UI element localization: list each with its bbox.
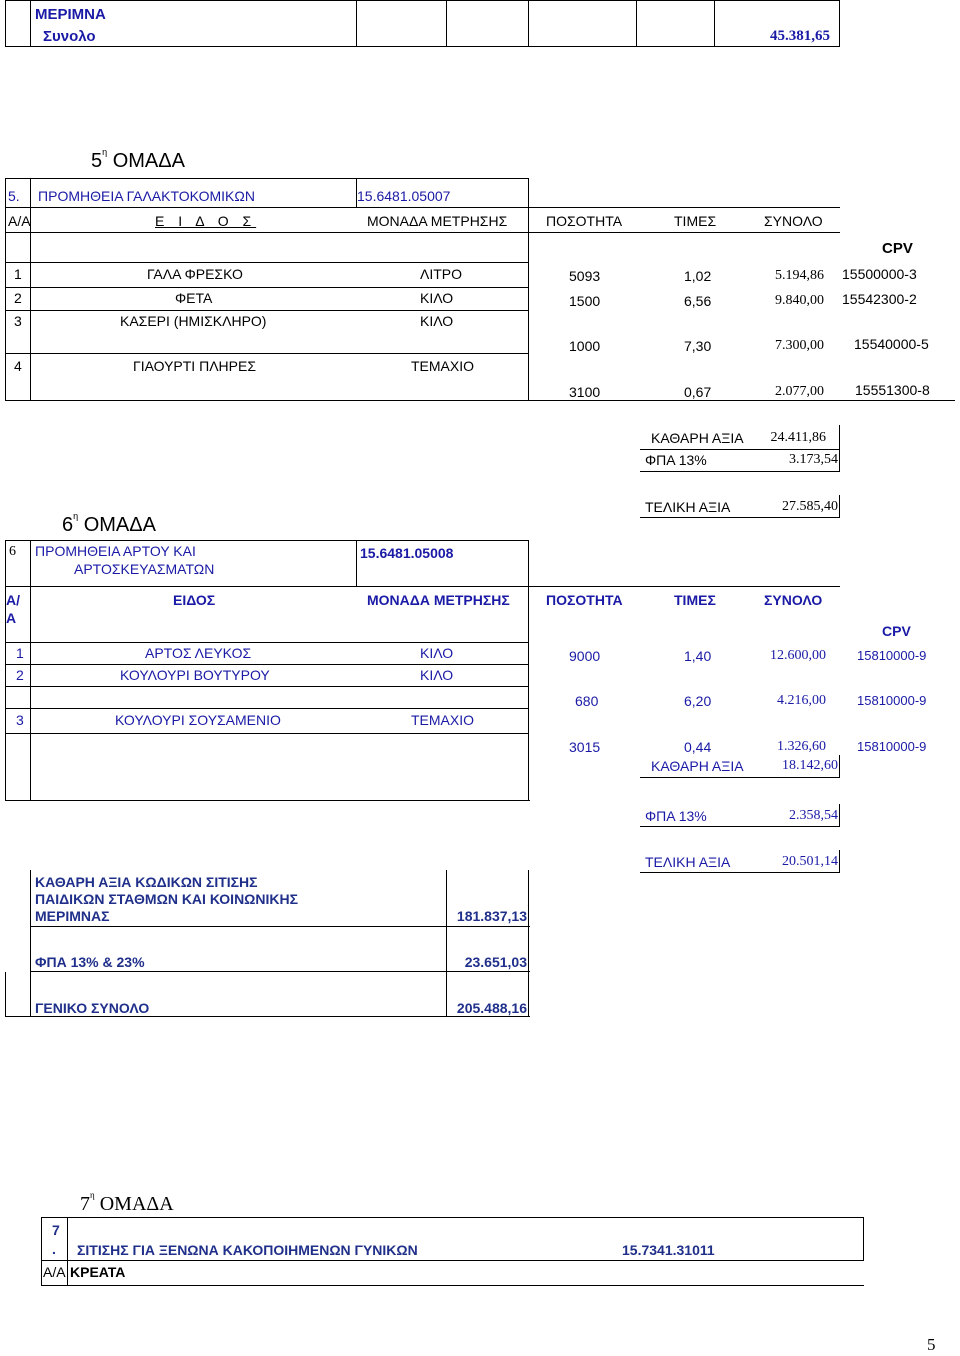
group7-line-code: 15.7341.31011 [622, 1242, 715, 1258]
table-row-aa: 3 [14, 313, 22, 329]
summary-grand-label: ΓΕΝΙΚΟ ΣΥΝΟΛΟ [35, 1000, 150, 1016]
table-row-total: 2.077,00 [775, 384, 824, 399]
g5-header-aa: Α/Α [8, 213, 31, 229]
table-row-cpv: 15810000-9 [857, 739, 927, 754]
summary-net-line-2: ΠΑΙΔΙΚΩΝ ΣΤΑΘΜΩΝ ΚΑΙ ΚΟΙΝΩΝΙΚΗΣ [35, 891, 299, 907]
table-row-item: ΓΙΑΟΥΡΤΙ ΠΛΗΡΕΣ [133, 358, 256, 374]
table-row-qty: 1000 [569, 338, 601, 354]
group6-line-desc-1: ΠΡΟΜΗΘΕΙΑ ΑΡΤΟΥ ΚΑΙ [35, 543, 196, 559]
g6-vat-label: ΦΠΑ 13% [645, 808, 707, 824]
g5-header-cpv: CPV [882, 240, 913, 257]
table-row-item: ΚΟΥΛΟΥΡΙ ΒΟΥΤΥΡΟΥ [120, 667, 270, 683]
table-row-price: 0,67 [684, 384, 712, 400]
g5-net-value: 24.411,86 [770, 430, 826, 445]
table-row-total: 12.600,00 [770, 648, 826, 663]
table-row-price: 6,20 [684, 693, 712, 709]
table-row-cpv: 15500000-3 [842, 266, 917, 282]
g6-header-item: ΕΙΔΟΣ [173, 592, 216, 608]
summary-net-line-3: ΜΕΡΙΜΝΑΣ [35, 908, 110, 924]
g5-net-label: ΚΑΘΑΡΗ ΑΞΙΑ [651, 430, 744, 446]
table-row-price: 7,30 [684, 338, 712, 354]
summary-vat-value: 23.651,03 [464, 954, 527, 970]
g6-header-cpv: CPV [882, 623, 911, 639]
top-total-value: 45.381,65 [770, 28, 830, 44]
page-number: 5 [927, 1335, 936, 1354]
table-row-aa: 2 [16, 667, 24, 683]
table-row-cpv: 15810000-9 [857, 648, 927, 663]
table-row-unit: ΚΙΛΟ [420, 667, 454, 683]
table-row-qty: 680 [575, 693, 599, 709]
g6-final-label: ΤΕΛΙΚΗ ΑΞΙΑ [645, 854, 731, 870]
g6-net-value: 18.142,60 [782, 758, 838, 773]
group7-line-desc: ΣΙΤΙΣΗΣ ΓΙΑ ΞΕΝΩΝΑ ΚΑΚΟΠΟΙΗΜΕΝΩΝ ΓΥΝΙΚΩΝ [77, 1242, 418, 1258]
table-row-cpv: 15810000-9 [857, 693, 927, 708]
table-row-item: ΚΟΥΛΟΥΡΙ ΣΟΥΣΑΜΕΝΙΟ [115, 712, 281, 728]
table-row-unit: ΤΕΜΑΧΙΟ [411, 712, 475, 728]
table-row-unit: ΚΙΛΟ [420, 290, 454, 306]
table-row-total: 9.840,00 [775, 293, 824, 308]
table-row-cpv: 15542300-2 [842, 291, 917, 307]
table-row-item: ΦΕΤΑ [175, 290, 213, 306]
group5-line-num: 5. [8, 188, 20, 204]
g6-vat-value: 2.358,54 [789, 808, 838, 823]
g6-header-price: ΤΙΜΕΣ [674, 592, 716, 608]
table-row-unit: ΤΕΜΑΧΙΟ [411, 358, 475, 374]
g6-header-aa-1: Α/ [6, 592, 20, 608]
group7-category: ΚΡΕΑΤΑ [70, 1264, 126, 1280]
table-row-price: 1,02 [684, 268, 712, 284]
g5-header-item: Ε Ι Δ Ο Σ [155, 213, 257, 229]
table-row-cpv: 15540000-5 [854, 336, 929, 352]
table-row-total: 7.300,00 [775, 338, 824, 353]
g6-final-value: 20.501,14 [782, 854, 838, 869]
table-row-cpv: 15551300-8 [855, 382, 930, 398]
table-row-qty: 1500 [569, 293, 601, 309]
g6-header-total: ΣΥΝΟΛΟ [764, 592, 823, 608]
table-row-unit: ΚΙΛΟ [420, 645, 454, 661]
table-row-aa: 4 [14, 358, 22, 374]
table-row-item: ΑΡΤΟΣ ΛΕΥΚΟΣ [145, 645, 252, 661]
g5-vat-value: 3.173,54 [789, 452, 838, 467]
table-row-unit: ΛΙΤΡΟ [420, 266, 463, 282]
group7-line-num-dot: . [52, 1241, 56, 1257]
table-row-item: ΓΑΛΑ ΦΡΕΣΚΟ [147, 266, 243, 282]
top-title: ΜΕΡΙΜΝΑ [35, 6, 106, 23]
g6-header-aa-2: Α [6, 610, 17, 626]
g5-header-total: ΣΥΝΟΛΟ [764, 213, 823, 229]
table-row-qty: 5093 [569, 268, 601, 284]
g5-final-value: 27.585,40 [782, 499, 838, 514]
table-row-aa: 3 [16, 712, 24, 728]
group6-heading: $6^\eta$ ΟΜΑΔΑ [62, 511, 156, 536]
summary-grand-value: 205.488,16 [456, 1000, 527, 1016]
group5-heading: $5^\eta$ ΟΜΑΔΑ [91, 147, 185, 172]
summary-net-value: 181.837,13 [456, 908, 527, 924]
table-row-qty: 3100 [569, 384, 601, 400]
summary-net-line-1: ΚΑΘΑΡΗ ΑΞΙΑ ΚΩΔΙΚΩΝ ΣΙΤΙΣΗΣ [35, 874, 258, 890]
table-row-unit: ΚΙΛΟ [420, 313, 454, 329]
table-row-qty: 9000 [569, 648, 601, 664]
group5-line-desc: ΠΡΟΜΗΘΕΙΑ ΓΑΛΑΚΤΟΚΟΜΙΚΩΝ [38, 188, 255, 204]
table-row-aa: 2 [14, 290, 22, 306]
top-total-label: Συνολο [43, 28, 96, 45]
group6-line-num: 6 [9, 544, 16, 559]
group7-heading: $7^\eta$ ΟΜΑΔΑ [80, 1190, 174, 1215]
group5-line-code: 15.6481.05007 [357, 188, 451, 204]
g5-final-label: ΤΕΛΙΚΗ ΑΞΙΑ [645, 499, 731, 515]
g5-header-qty: ΠΟΣΟΤΗΤΑ [546, 213, 623, 229]
table-row-total: 4.216,00 [777, 693, 826, 708]
g5-header-unit: ΜΟΝΑΔΑ ΜΕΤΡΗΣΗΣ [367, 213, 508, 229]
table-row-aa: 1 [16, 645, 24, 661]
group6-line-desc-2: ΑΡΤΟΣΚΕΥΑΣΜΑΤΩΝ [74, 561, 215, 577]
group7-aa: Α/Α [43, 1264, 66, 1280]
table-row-qty: 3015 [569, 739, 601, 755]
table-row-aa: 1 [14, 266, 22, 282]
g5-vat-label: ΦΠΑ 13% [645, 452, 707, 468]
table-row-item: ΚΑΣΕΡΙ (ΗΜΙΣΚΛΗΡΟ) [120, 313, 267, 329]
table-row-total: 5.194,86 [775, 268, 824, 283]
table-row-total: 1.326,60 [777, 739, 826, 754]
g6-header-qty: ΠΟΣΟΤΗΤΑ [546, 592, 623, 608]
g6-header-unit: ΜΟΝΑΔΑ ΜΕΤΡΗΣΗΣ [367, 592, 510, 608]
summary-vat-label: ΦΠΑ 13% & 23% [35, 954, 145, 970]
g5-header-price: ΤΙΜΕΣ [674, 213, 717, 229]
g6-net-label: ΚΑΘΑΡΗ ΑΞΙΑ [651, 758, 744, 774]
group6-line-code: 15.6481.05008 [360, 545, 454, 561]
table-row-price: 6,56 [684, 293, 712, 309]
group7-line-num: 7 [52, 1222, 60, 1238]
table-row-price: 0,44 [684, 739, 712, 755]
table-row-price: 1,40 [684, 648, 712, 664]
